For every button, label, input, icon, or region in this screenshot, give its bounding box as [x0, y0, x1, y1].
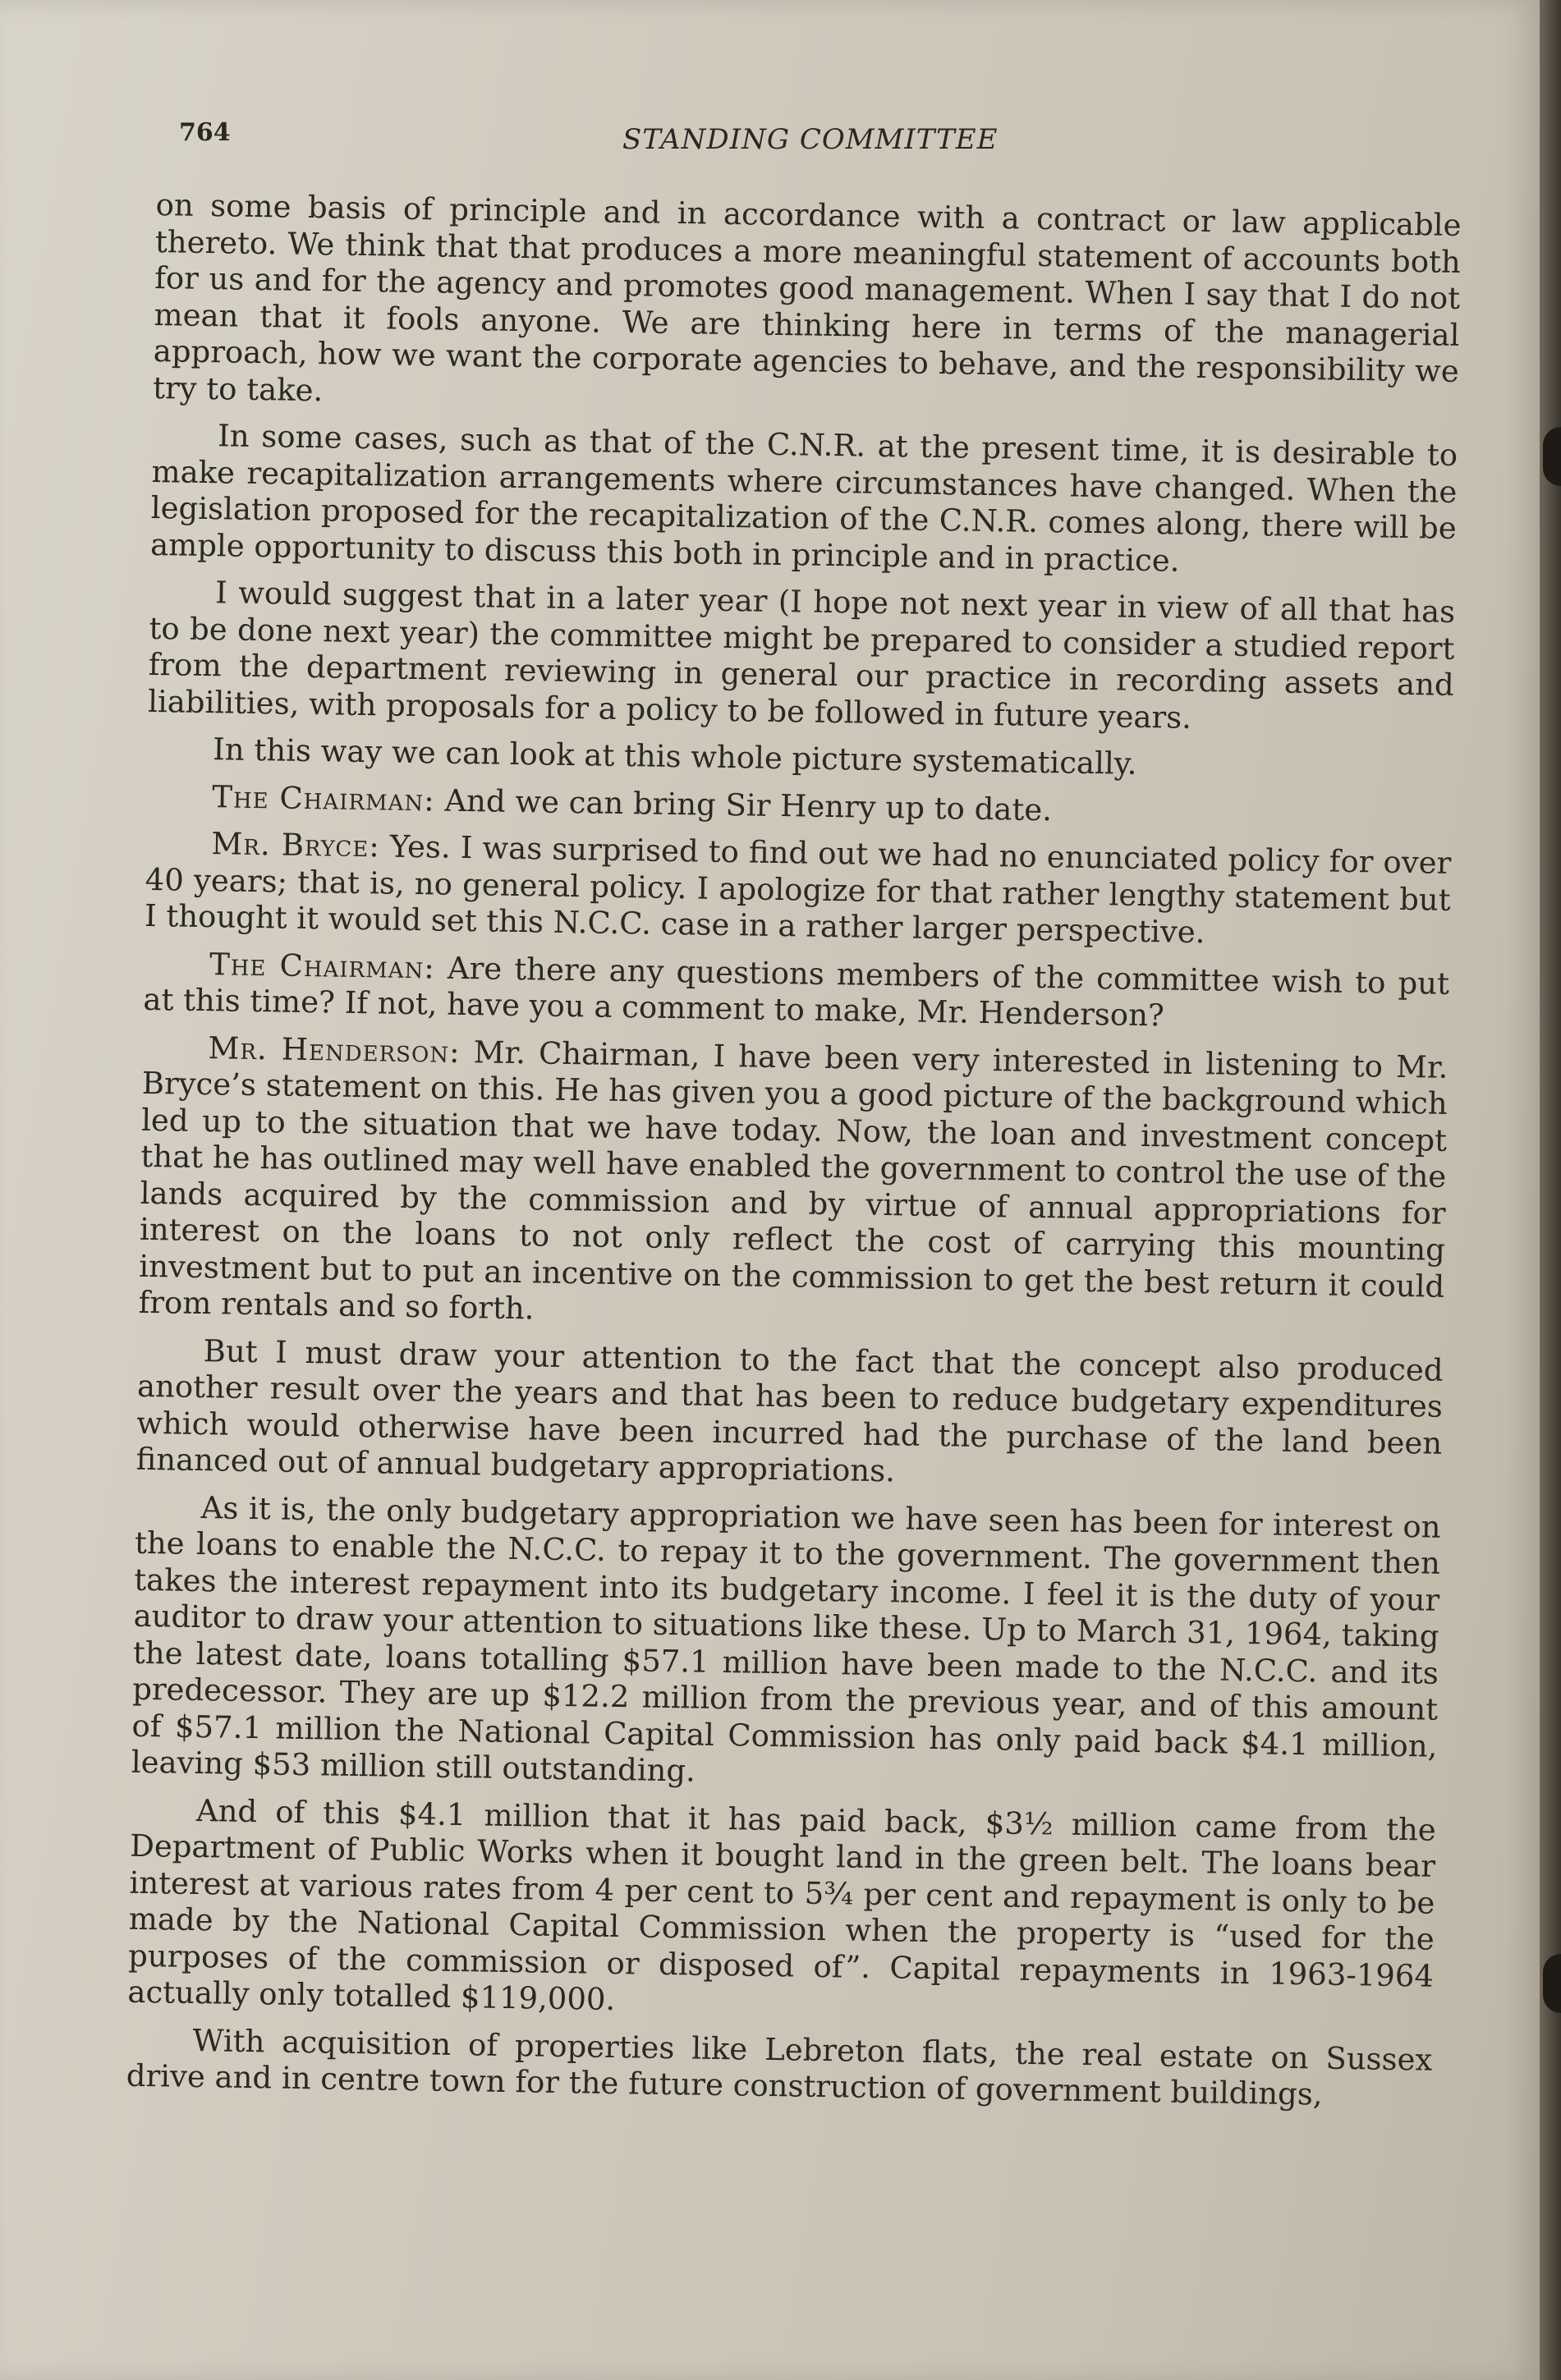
paragraph-text: I would suggest that in a later year (I hope not next year in view of all that has to be done next year) the committee might be prepared to consider a studied report from the department reviewing in general our practice in recording assets and liabilities, with proposals for a policy to be followed in future years. — [147, 575, 1456, 736]
paragraph — [153, 187, 1462, 427]
paragraph-text: But I must draw your attention to the fact that the concept also produced another result over the years and that has been to reduce budgetary expenditures which would otherwise have been incurred had the purchase of the land been financed out of annual budgetary appropriations. — [135, 1332, 1444, 1489]
paragraph-text: on some basis of principle and in accordance with a contract or law applicable thereto. We think that that produces a more meaningful statement of accounts both for us and for the agency and promotes good management. When I say that I do not mean that it fools anyone. We are thinking here in terms of the managerial approach, how we want the corporate agencies to behave, and the responsibility we try to take. — [152, 187, 1462, 408]
paragraph — [150, 417, 1458, 584]
paragraph — [127, 1791, 1436, 2031]
paragraph-text: Are there any questions members of the committee wish to put at this time? If not, have you a comment to make, Mr. Henderson? — [143, 950, 1450, 1034]
paragraph — [126, 2021, 1433, 2115]
paragraph — [145, 825, 1452, 955]
paragraph-text: Yes. I was surprised to find out we had no enunciated policy for over 40 years; that is, no general policy. I apologize for that rather lengthy statement but I thought it would set this N.C.C. case in a rather larger perspective. — [144, 828, 1452, 951]
paragraph — [131, 1488, 1441, 1801]
paragraph-text: And we can bring Sir Henry up to date. — [444, 782, 1053, 828]
paragraph — [135, 1332, 1444, 1498]
paragraph — [147, 731, 1453, 787]
paragraph-text: And of this $4.1 million that it has paid back, $3½ million came from the Department of Public Works when it bought land in the green belt. The loans bear interest at various rates from 4 per cent to 5¾ per cent and repayment is only to be made by the National Capital Commission when the property is “used for the purposes of the commission or disposed of”. Capital repayments in 1963-1964 actually only totalled $119,000. — [127, 1792, 1437, 2018]
book-binding-edge — [1540, 0, 1561, 2380]
running-head: STANDING COMMITTEE — [622, 123, 999, 156]
paragraph — [143, 945, 1449, 1039]
paragraph — [138, 1029, 1448, 1341]
page-number: 764 — [179, 118, 231, 147]
paragraph-text: With acquisition of properties like Lebreton flats, the real estate on Sussex drive and in centre town for the future construction of government buildings, — [126, 2022, 1433, 2112]
body-text — [126, 187, 1462, 2125]
speaker-name: The Chairman: — [212, 778, 435, 818]
binding-hole — [1543, 1954, 1561, 2013]
paragraph-text: As it is, the only budgetary appropriation we have seen has been for interest on the loans to enable the N.C.C. to repay it to the government. The government then takes the interest repayment into its budgetary income. I feel it is the duty of your auditor to draw your attention to situations like these. Up to March 31, 1964, taking the latest date, loans totalling $57.1 million have been made to the N.C.C. and its predecessor. They are up $12.2 million from the previous year, and of this amount of $57.1 million the National Capital Commission has only paid back $4.1 million, leaving $53 million still outstanding. — [131, 1489, 1441, 1789]
paragraph — [148, 574, 1456, 741]
speaker-name: The Chairman: — [209, 946, 436, 985]
binding-hole — [1543, 427, 1561, 486]
page-header — [179, 115, 1460, 164]
speaker-name: Mr. Henderson: — [208, 1029, 461, 1070]
paragraph-text: In some cases, such as that of the C.N.R. at the present time, it is desirable to make recapitalization arrangements where circumstances have changed. When the legislation proposed for the recapitalization of the C.N.R. comes along, there will be ample opportunity to discuss this both in principle and in practice. — [149, 418, 1458, 579]
paragraph-text: Mr. Chairman, I have been very interested in listening to Mr. Bryce’s statement on this. He has given you a good picture of the background which led up to the situation that we have today. Now, the loan and investment concept that he has outlined may well have enabled the government to control the use of the lands acquired by the commission and by virtue of annual appropriations for interest on the loans to not only reflect the cost of carrying this mounting investment but to put an incentive on the commission to get the best return it could from rentals and so forth. — [138, 1034, 1449, 1327]
paragraph-text: In this way we can look at this whole picture systematically. — [212, 731, 1137, 782]
paragraph — [146, 777, 1453, 834]
speaker-name: Mr. Bryce: — [211, 826, 381, 864]
